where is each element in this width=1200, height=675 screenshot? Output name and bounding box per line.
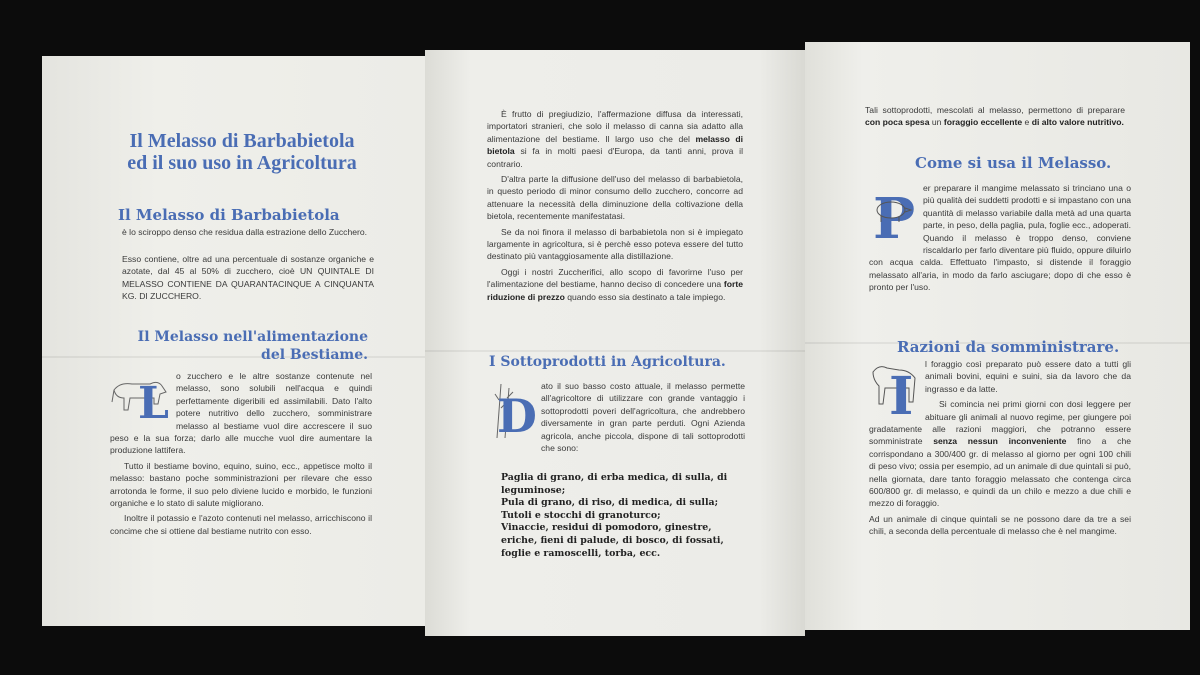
section-title-alimentazione: Il Melasso nell'alimentazione del Bestiame.	[137, 329, 368, 363]
pig-illustration	[869, 182, 919, 245]
right-panel	[805, 42, 1190, 630]
left-panel	[42, 56, 425, 626]
brochure	[42, 40, 1190, 630]
section-title-come-si-usa: Come si usa il Melasso.	[915, 154, 1112, 172]
middle-panel	[425, 50, 805, 636]
list-item: Tutoli e stocchi di granoturco;	[501, 509, 661, 521]
right-intro: Tali sottoprodotti, mescolati al melasso, permettono di preparare con poca spesa un foraggio eccellente e di alto valore nutritivo.	[865, 105, 1125, 128]
horse-illustration	[869, 358, 921, 421]
svg-text:D: D	[497, 389, 537, 440]
section1-intro: è lo sciroppo denso che residua dalla estrazione dello Zucchero.	[122, 227, 368, 237]
sottoprodotti-list	[501, 472, 751, 560]
cow-illustration	[110, 370, 172, 425]
section2-body: L o zucchero e le altre sostanze contenute nel melasso, sono solubili nell'acqua e quindi perfettamente digeribili ed assimilabili. Dato l'alto potere nutritivo dello zucchero, somministrare melasso al bestiame vuol dire accrescere il suo peso e la sua forza; darlo alle mucche vuol dire aumentare la produzione lattifera. Tutto il bestiame bovino, equino, suino, ecc., appetisce molto il melasso: bastano poche somministrazioni per rilevare che esso arrotonda le forme, il suo pelo diviene lucido e morbido, le funzioni organiche e lo stato di salute migliorano. Inoltre il potassio e l'azoto contenuti nel melasso, arricchiscono il concime che si ottiene dal bestiame nutrito con esso.	[110, 371, 372, 536]
main-title: Il Melasso di Barbabietola ed il suo uso in Agricoltura	[127, 130, 357, 174]
section1-body: Esso contiene, oltre ad una percentuale di sostanze organiche e azotate, dal 45 al 50% di zucchero, cioè UN QUINTALE DI MELASSO CONTIENE DA QUARANTACINQUE A CINQUANTA KG. DI ZUCCHERO.	[122, 254, 374, 302]
razioni-body: I l foraggio così preparato può essere dato a tutti gli animali bovini, equini e suini, sia da lavoro che da ingrasso e da latte. Si comincia nei primi giorni con dosi leggere per abituare gli animali al nuovo regime, per giungere poi gradatamente alle razioni maggiori, che potranno essere somministrate senza nessun inconveniente fino a che corrispondano a 300/400 gr. di melasso al giorno per ogni 100 chili di peso vivo; ossia per esempio, ad un animale di due quintali si può, nella giornata, dare tanto foraggio melassato che contenga circa 600/800 gr. di melasso, e quindi da un chilo e mezzo a due chili e mezzo di foraggio. Ad un animale di cinque quintali se ne possono dare da tre a sei chili, a seconda della percentuale di melasso che è nel mangime.	[869, 359, 1132, 537]
svg-text:I: I	[889, 366, 914, 418]
come-si-usa-body: P er preparare il mangime melassato si trinciano una o più qualità dei suddetti prodotti e si impastano con una quantità di melasso variabile dalla metà ad una quarta parte, in peso, della paglia, pula, foglie ecc., adoperati. Quando il melasso è troppo denso, conviene riscaldarlo per farlo diventare più fluido, oppure diluirlo con acqua calda. Effettuato l'impasto, si distende il foraggio melassato all'aria, in modo da farlo asciugare; dopo di che esso è pronto per l'uso.	[869, 183, 1131, 293]
wheat-illustration	[491, 380, 537, 443]
section-title-razioni: Razioni da somministrare.	[897, 338, 1120, 356]
list-item: Pula di grano, di riso, di medica, di sulla;	[501, 497, 719, 509]
section-title-melasso: Il Melasso di Barbabietola	[118, 206, 340, 224]
svg-text:P: P	[873, 186, 916, 242]
list-item: Paglia di grano, di erba medica, di sulla, di leguminose;	[501, 472, 728, 496]
section-title-sottoprodotti: I Sottoprodotti in Agricoltura.	[489, 354, 726, 370]
svg-text:L: L	[138, 378, 169, 422]
middle-intro: È frutto di pregiudizio, l'affermazione diffusa da interessati, importatori stranieri, che solo il melasso di canna sia adatto alla alimentazione del bestiame. Il largo uso che del melasso di bietola si fa in molti paesi d'Europa, da tanti anni, prova il contrario. D'altra parte la diffusione dell'uso del melasso di barbabietola, in questo periodo di minor consumo dello zucchero, concorre ad attenuare la necessità della diminuzione della coltivazione della bietola, recentemente manifestatasi. Se da noi finora il melasso di barbabietola non si è impiegato largamente in agricoltura, si è perchè esso poteva essere del tutto destinato più vantaggiosamente alla distillazione. Oggi i nostri Zuccherifici, allo scopo di favorirne l'uso per l'alimentazione del bestiame, hanno deciso di concedere una forte riduzione di prezzo quando esso sia destinato a tale impiego.	[487, 109, 744, 302]
sottoprodotti-body: D ato il suo basso costo attuale, il melasso permette all'agricoltore di utilizzare con grande vantaggio i sottoprodotti poveri dell'agricoltura, che andrebbero diversamente in gran parte perduti. Ogni Azienda agricola, anche piccola, dispone di tali sottoprodotti che sono:	[491, 380, 745, 457]
list-item: Vinaccie, residui di pomodoro, ginestre, eriche, fieni di palude, di bosco, di fossati, foglie e ramoscelli, torba, ecc.	[501, 522, 724, 559]
